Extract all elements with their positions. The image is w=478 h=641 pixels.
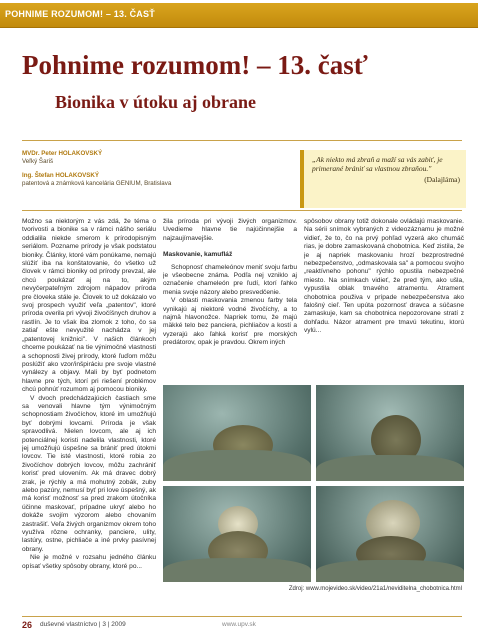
divider [22,210,462,211]
header-banner [0,3,478,28]
quote-text: „Ak niekto má zbraň a maží sa vás zabiť, je primerané brániť sa vlastnou zbraňou." [312,155,443,173]
text-column-2 [163,218,297,380]
paragraph: V dvoch predchádzajúcich častiach sme sa venovali hlavne tým výnimočným schopnostiam živočíchov, ktoré im umožňujú byť dobrými lovcami. Príroda je však spravodlivá. Nielen lovcom, ale aj ich potenciálnej koristi nadelila vlastnosti, ktoré jej umožňujú úspešne sa brániť pred útokmi lovcov. Tie isté vlastnosti, ktoré robia zo živočíchov dobrých lovcov, môžu zachrániť korisť pred ulovením. Ak má dravec dobrý zrak, je rýchly a má mohutný zobák, zuby alebo pazúry, nemusí byť pri love úspešný, ak má korisť možnosť sa pred zrakom útočníka účinne maskovať, prípadne ukryť alebo ho dokáže svojím výzorom alebo chovaním zastrašiť. Veľa živých organizmov okrem toho využíva rôzne ochranky, panciere, ulity, lastúry, ostne, pichliače a iné prvky pasívnej obrany. [22,394,156,553]
paragraph: Možno sa niektorým z vás zdá, že téma o tvorivosti a bionike sa v rámci nášho seriálu oddialila niekde smerom k prírodopisným seriálom. Pozname prírody je však podstatou bioniky. Články, ktoré vám ponúkame, nemajú slúžiť iba na konštatovanie, čo všetko už človek v rámci bioniky od prírody prevzal, ale chcú poukázať aj na to, akým nevyčerpateľným zdrojom nápadov príroda pre človeka stále je. Človek to už dokázalo vo svoj prospech využiť veľa „patentov", ktoré príroda overila pri vývoji živočíšnych druhov a rastlín. Je to však iba zlomok z toho, čo sa zatiaľ ešte nevyužité nachádza v jej „patentovej knižnici". V našich článkoch chceme poukázať na tie výnimočné vlastnosti a schopnosti živej prírody, ktoré ľuďom môžu poslúžiť ako vzor/inšpiráciu pre svoje vlastné vynálezy a objavy. Mali by byť podnetom hlavne pre tých, ktorí pri riešení problémov chcú pohnúť rozumom aj pomocou bioniky. [22,218,156,394]
photo-octopus-3 [163,486,311,582]
text-column-1 [22,218,156,598]
quote-author: (Dalajláma) [424,175,460,184]
author-affiliation: patentová a známková kancelária GENIUM, Bratislava [22,180,172,187]
page-footer [0,612,478,641]
author-1 [22,150,292,166]
authors-block [22,150,292,194]
article-title: Pohnime rozumom! – 13. časť [22,50,368,80]
footer-url[interactable]: www.upv.sk [222,621,256,628]
pull-quote [300,150,466,208]
paragraph: Nie je možné v rozsahu jedného článku opísať všetky spôsoby obrany, ktoré po... [22,554,156,570]
text-column-3 [304,218,464,380]
author-affiliation: Veľký Šariš [22,158,54,165]
paragraph: V oblasti maskovania zmenou farby tela vynikajú aj niektoré vodné živočíchy, a to najmä hlavonožce. Napriek tomu, že majú mäkké telo bez panciera, pichliačov a kostí a vyzerajú ako ľahká korisť pre morských predátorov, opak je pravdou. Okrem iných [163,297,297,347]
section-heading: Maskovanie, kamufláž [163,251,233,259]
divider [22,140,462,141]
page-number: 26 [22,620,33,630]
banner-title: POHNIME ROZUMOM! – 13. ČASŤ [5,9,155,19]
author-name: MVDr. Peter HOLAKOVSKÝ [22,150,103,157]
author-name: Ing. Štefan HOLAKOVSKÝ [22,172,100,179]
photo-octopus-2 [316,385,464,481]
article-subtitle: Bionika v útoku aj obrane [55,92,257,112]
footer-divider [22,616,462,617]
paragraph: žila príroda pri vývoji živých organizmov. Uvedieme hlavne tie najúčinnejšie a najzaujímavejšie. [163,218,297,242]
author-2 [22,172,292,188]
paragraph: spôsobov obrany totiž dokonale ovládajú maskovanie. Na sérii snímok vybraných z videozáznamu je možné vidieť, že to, čo na prvý pohľad vyzerá ako chumáč rias, je dobre zamaskovaná chobotnica. Keď zistila, že je aj napriek maskovaniu hrozí bezprostredné nebezpečenstvo, „odmaskovala sa" a pomocou svojho „reaktívneho pohonu" rýchlo opustila nebezpečné miesto. Na snímkach vidieť, že pred tým, ako ušla, vypustila oblak tmavého atramentu. Atrament chobotnica použiva v prípade nebezpečenstva ako falošný cieľ. Ten upúta pozornosť dravca a súčasne zamaskuje, kam sa chobotnica nepozorovane stratí z dohľadu. Názor atrament pre tmavú tekutinu, ktorú vylú... [304,218,464,335]
magazine-name: duševné vlastníctvo | 3 | 2009 [40,621,126,628]
photo-octopus-4 [316,486,464,582]
paragraph: Schopnosť chameleónov meniť svoju farbu je všeobecne známa. Podľa nej vzniklo aj označenie chameleón pre ľudí, ktorí ľahko menia svoje názory alebo presvedčenie. [163,263,297,296]
photo-octopus-1 [163,385,311,481]
figure-caption: Zdroj: www.mojevideo.sk/video/21a1/neviditelna_chobotnica.html [288,586,462,592]
